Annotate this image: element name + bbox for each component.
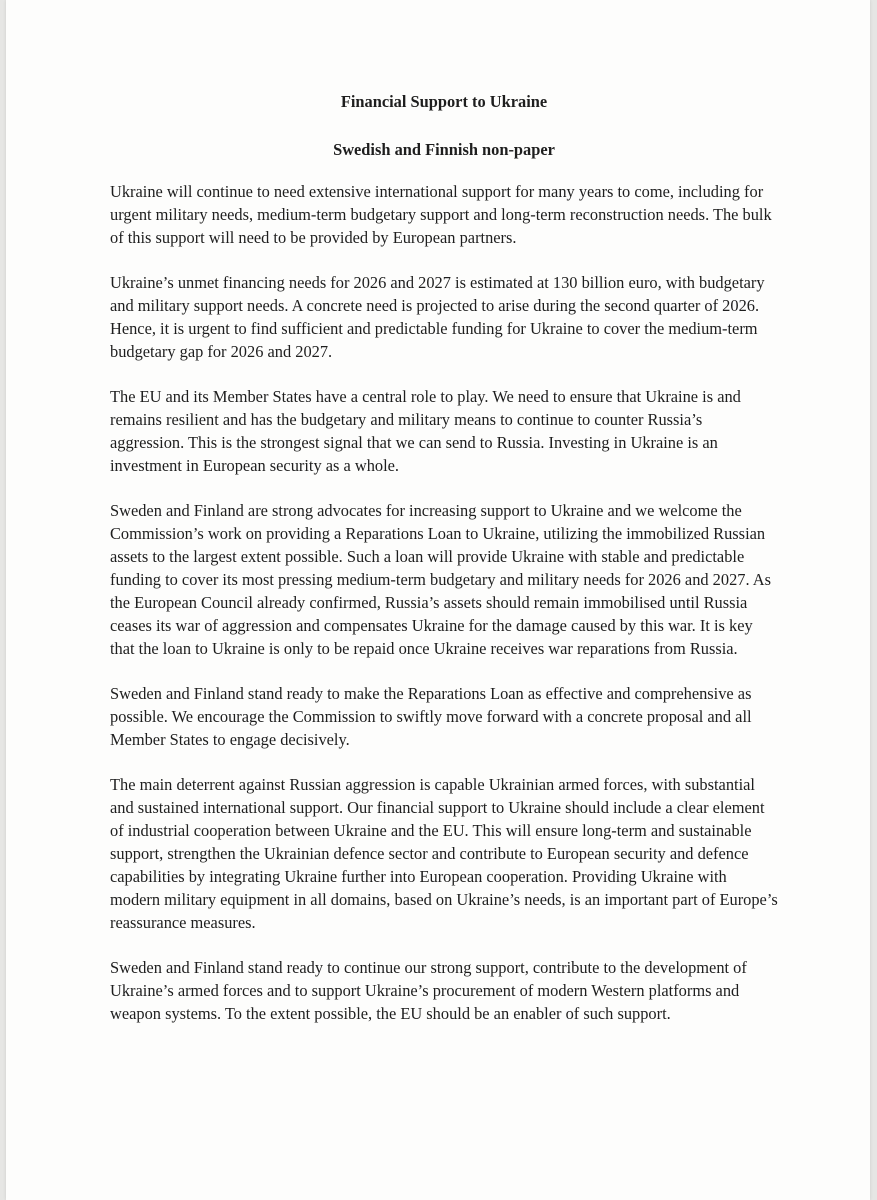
paragraph-5: Sweden and Finland stand ready to make the Reparations Loan as effective and comprehensive as possible. We encourage the Commission to swiftly move forward with a concrete proposal and all Member States to engage decisively.: [110, 684, 752, 749]
paragraph-6: The main deterrent against Russian aggression is capable Ukrainian armed forces, with substantial and sustained international support. Our financial support to Ukraine should include a clear element of industrial cooperation between Ukraine and the EU. This will ensure long-term and sustainable support, strengthen the Ukrainian defence sector and contribute to European security and defence capabilities by integrating Ukraine further into European cooperation. Providing Ukraine with modern military equipment in all domains, based on Ukraine’s needs, is an important part of Europe’s reassurance measures.: [110, 775, 778, 932]
paragraph-1: Ukraine will continue to need extensive international support for many years to come, including for urgent military needs, medium-term budgetary support and long-term reconstruction needs. The bulk of this support will need to be provided by European partners.: [110, 182, 772, 247]
document-title: Financial Support to Ukraine: [340, 92, 548, 111]
document-subtitle: Swedish and Finnish non-paper: [333, 140, 555, 159]
paragraph-4: Sweden and Finland are strong advocates for increasing support to Ukraine and we welcome the Commission’s work on providing a Reparations Loan to Ukraine, utilizing the immobilized Russian assets to the largest extent possible. Such a loan will provide Ukraine with stable and predictable funding to cover its most pressing medium-term budgetary and military needs for 2026 and 2027. As the European Council already confirmed, Russia’s assets should remain immobilised until Russia ceases its war of aggression and compensates Ukraine for the damage caused by this war. It is key that the loan to Ukraine is only to be repaid once Ukraine receives war reparations from Russia.: [110, 501, 771, 658]
document-page: [6, 0, 870, 1200]
document-body: [110, 90, 778, 1025]
paragraph-2: Ukraine’s unmet financing needs for 2026 and 2027 is estimated at 130 billion euro, with budgetary and military support needs. A concrete need is projected to arise during the second quarter of 2026. Hence, it is urgent to find sufficient and predictable funding for Ukraine to cover the medium-term budgetary gap for 2026 and 2027.: [110, 273, 765, 361]
paragraph-3: The EU and its Member States have a central role to play. We need to ensure that Ukraine is and remains resilient and has the budgetary and military means to continue to counter Russia’s aggression. This is the strongest signal that we can send to Russia. Investing in Ukraine is an investment in European security as a whole.: [110, 387, 741, 475]
paragraph-7: Sweden and Finland stand ready to continue our strong support, contribute to the development of Ukraine’s armed forces and to support Ukraine’s procurement of modern Western platforms and weapon systems. To the extent possible, the EU should be an enabler of such support.: [110, 958, 747, 1023]
